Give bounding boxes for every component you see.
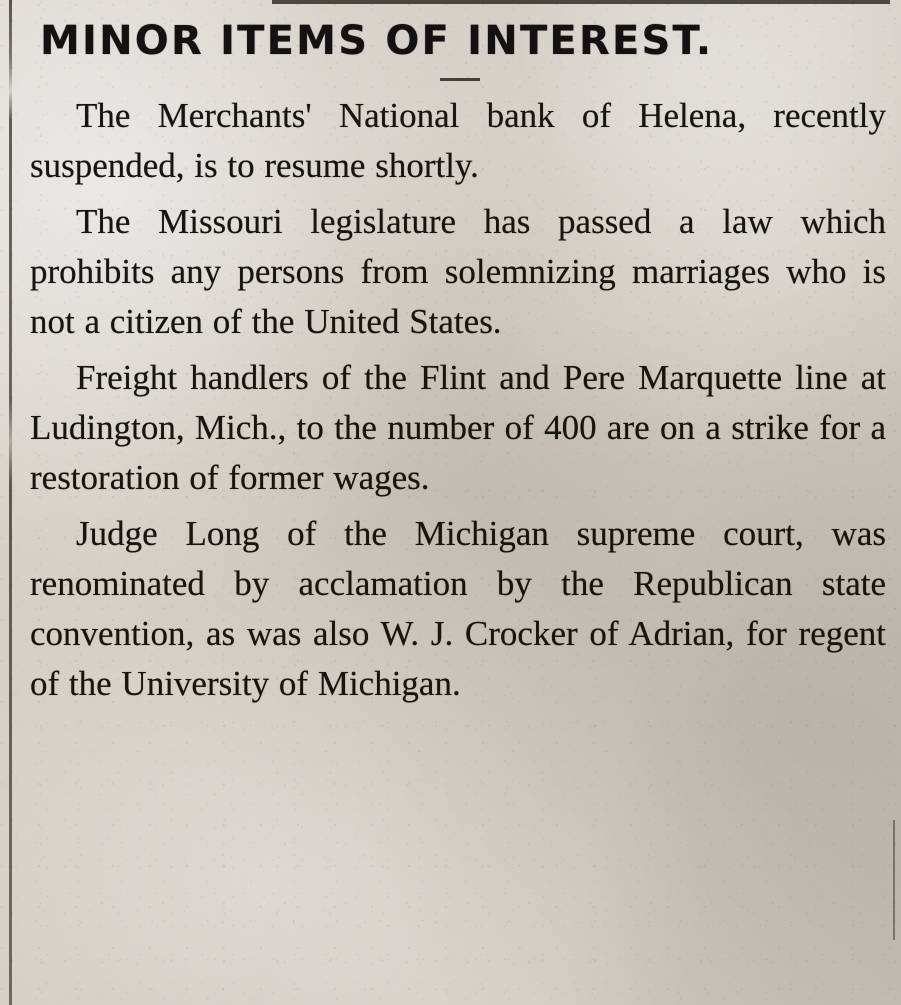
article-paragraph-4: Judge Long of the Michigan supreme court, was renominated by acclamation by the Republican state convention, as was also W. J. Crocker of Adrian, for regent of the University of Michigan. bbox=[30, 514, 886, 703]
article-content bbox=[30, 0, 888, 709]
headline-divider-dash bbox=[440, 78, 480, 81]
article-paragraph-3: Freight handlers of the Flint and Pere Marquette line at Ludington, Mich., to the number of 400 are on a strike for a restoration of former wages. bbox=[30, 358, 886, 497]
right-edge-rule bbox=[893, 820, 895, 940]
article-headline: MINOR ITEMS OF INTEREST. bbox=[40, 18, 714, 64]
article-paragraph-1: The Merchants' National bank of Helena, recently suspended, is to resume shortly. bbox=[30, 96, 886, 185]
article-paragraph-2: The Missouri legislature has passed a law which prohibits any persons from solemnizing marriages who is not a citizen of the United States. bbox=[30, 202, 886, 341]
left-column-rule bbox=[9, 0, 12, 1005]
